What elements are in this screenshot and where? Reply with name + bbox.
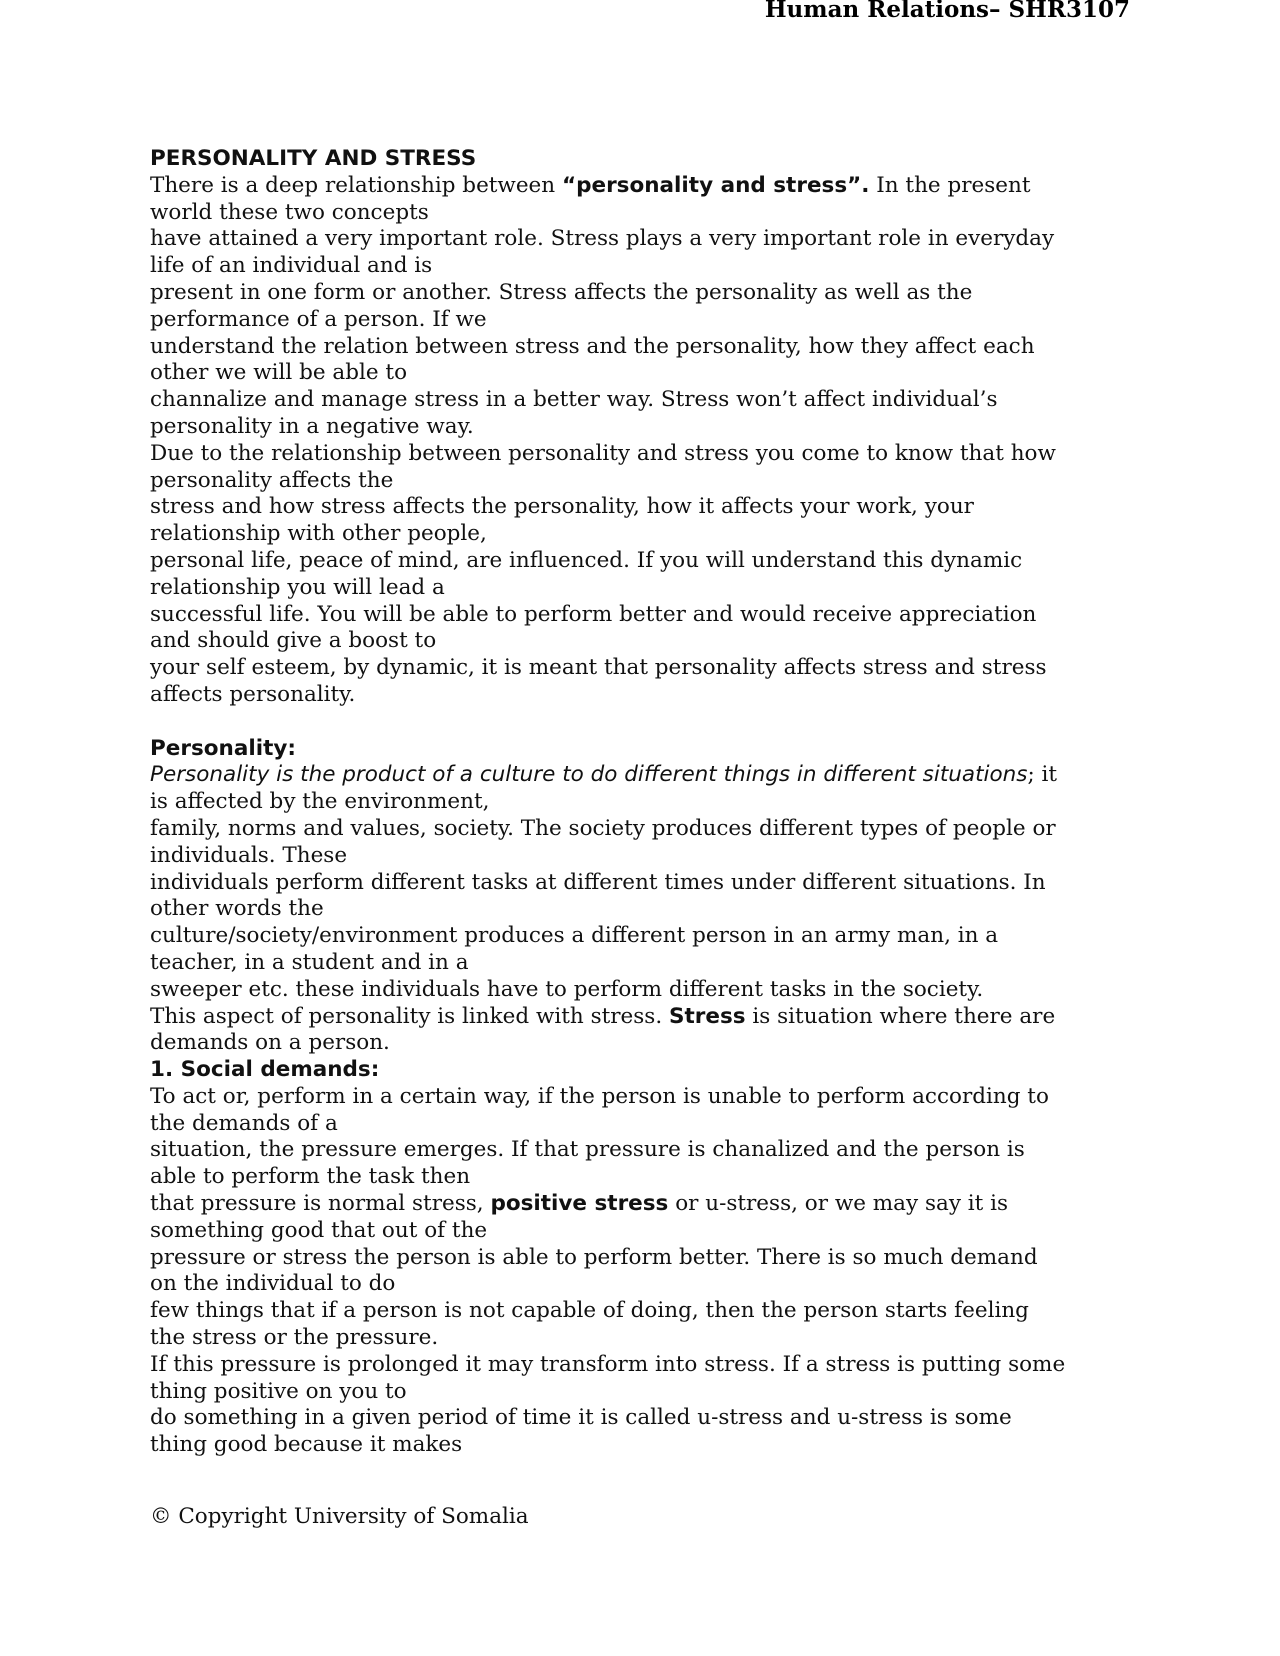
text-line: performance of a person. If we [150,306,487,332]
text-line: family, norms and values, society. The society produces different types of people or [150,815,1056,841]
text-line: something good that out of the [150,1217,488,1243]
text-line: personal life, peace of mind, are influenced. If you will understand this dynamic [150,547,1023,573]
section-heading-personality-and-stress: PERSONALITY AND STRESS [150,146,477,171]
text-line: on the individual to do [150,1271,396,1297]
text-line: life of an individual and is [150,253,433,279]
section1-paragraph [150,200,1135,709]
text-line: other we will be able to [150,360,408,386]
stress-line: This aspect of personality is linked with stress. Stress is situation where there are [150,1003,1056,1029]
intro-line: There is a deep relationship between “personality and stress”. In the present [150,172,1031,198]
section-heading-personality: Personality: [150,735,296,761]
text-line: and should give a boost to [150,628,437,654]
text-line: personality in a negative way. [150,413,474,439]
positive-stress-bold: positive stress [490,1191,669,1217]
page-header: Human Relations– SHR3107 [764,0,1130,23]
text-line: able to perform the task then [150,1164,471,1190]
text-line: relationship with other people, [150,521,487,547]
definition-italic: Personality is the product of a culture to do different things in different situations [150,762,1028,788]
positive-stress-line: that pressure is normal stress, positive stress or u-stress, or we may say it is [150,1191,1009,1217]
text-line: do something in a given period of time it is called u-stress and u-stress is some [150,1405,1012,1431]
text-line: have attained a very important role. Stress plays a very important role in everyday [150,226,1055,252]
text-line: world these two concepts [150,199,429,225]
text-line: If this pressure is prolonged it may transform into stress. If a stress is putting some [150,1351,1066,1377]
text-line: channalize and manage stress in a better way. Stress won’t affect individual’s [150,387,998,413]
text-line: thing good because it makes [150,1432,463,1458]
text-line: the demands of a [150,1110,338,1136]
text-line: is affected by the environment, [150,789,490,815]
section2-paragraph [150,789,1135,1003]
text-line: individuals perform different tasks at different times under different situations. In [150,869,1046,895]
text-line: few things that if a person is not capable of doing, then the person starts feeling [150,1298,1029,1324]
definition-line: Personality is the product of a culture to do different things in different situations; it [150,762,1058,788]
stress-line-2: demands on a person. [150,1030,390,1056]
text-line: To act or, perform in a certain way, if the person is unable to perform according to [150,1083,1049,1109]
section3-paragraph-b [150,1218,1135,1459]
text-line: the stress or the pressure. [150,1325,439,1351]
text-line: present in one form or another. Stress affects the personality as well as the [150,279,973,305]
text-line: personality affects the [150,467,394,493]
text-line: individuals. These [150,842,348,868]
copyright-footer: © Copyright University of Somalia [150,1504,529,1529]
text-line: thing positive on you to [150,1378,407,1404]
text-line: culture/society/environment produces a different person in an army man, in a [150,923,999,949]
text-line: sweeper etc. these individuals have to perform different tasks in the society. [150,976,984,1002]
stress-bold: Stress [669,1003,746,1029]
text-line: affects personality. [150,681,356,707]
text-line: other words the [150,896,324,922]
text-line: Due to the relationship between personality and stress you come to know that how [150,440,1056,466]
text-line: your self esteem, by dynamic, it is meant that personality affects stress and stress [150,655,1047,681]
text-line: successful life. You will be able to perform better and would receive appreciation [150,601,1037,627]
blank-line [150,709,1135,736]
text-line: stress and how stress affects the personality, how it affects your work, your [150,494,974,520]
section-heading-social-demands: 1. Social demands: [150,1057,380,1083]
text-line: understand the relation between stress and the personality, how they affect each [150,333,1035,359]
text-line: situation, the pressure emerges. If that pressure is chanalized and the person is [150,1137,1025,1163]
text-line: pressure or stress the person is able to perform better. There is so much demand [150,1244,1038,1270]
section3-paragraph-a [150,1084,1135,1191]
text-line: teacher, in a student and in a [150,949,469,975]
document-body [150,146,1135,1459]
text-line: relationship you will lead a [150,574,445,600]
bold-phrase: “personality and stress”. [561,172,870,198]
